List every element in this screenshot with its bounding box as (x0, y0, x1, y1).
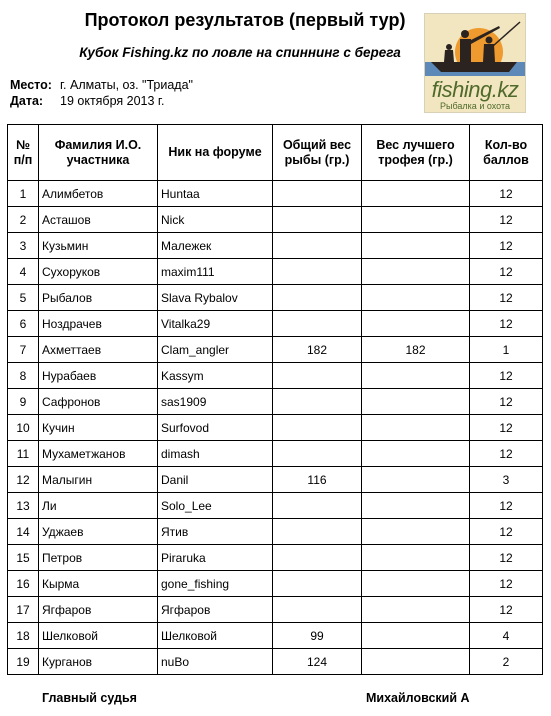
cell-name: Ахметтаев (39, 337, 158, 363)
judge-name: Михайловский А (366, 691, 470, 705)
cell-num: 12 (8, 467, 39, 493)
cell-num: 1 (8, 181, 39, 207)
cell-nick: gone_fishing (158, 571, 273, 597)
cell-total-weight (273, 181, 362, 207)
cell-nick: Малежек (158, 233, 273, 259)
table-row (8, 181, 543, 207)
cell-num: 10 (8, 415, 39, 441)
place-label: Место: (10, 78, 52, 92)
table-row (8, 311, 543, 337)
cell-num: 17 (8, 597, 39, 623)
date-line (10, 94, 164, 108)
cell-trophy-weight (362, 519, 470, 545)
cell-nick: Danil (158, 467, 273, 493)
table-row (8, 571, 543, 597)
cell-nick: Huntaa (158, 181, 273, 207)
cell-total-weight (273, 285, 362, 311)
cell-nick: Nick (158, 207, 273, 233)
cell-num: 11 (8, 441, 39, 467)
table-row (8, 259, 543, 285)
cell-num: 13 (8, 493, 39, 519)
cell-points: 2 (470, 649, 543, 675)
cell-num: 4 (8, 259, 39, 285)
cell-trophy-weight (362, 181, 470, 207)
table-row (8, 597, 543, 623)
cell-num: 18 (8, 623, 39, 649)
cell-num: 6 (8, 311, 39, 337)
cell-points: 12 (470, 207, 543, 233)
cell-trophy-weight: 182 (362, 337, 470, 363)
cell-nick: Kassym (158, 363, 273, 389)
cell-points: 12 (470, 441, 543, 467)
cell-nick: Slava Rybalov (158, 285, 273, 311)
table-row (8, 441, 543, 467)
cell-nick: dimash (158, 441, 273, 467)
fishing-kz-logo (424, 13, 526, 113)
cell-points: 12 (470, 285, 543, 311)
cell-name: Шелковой (39, 623, 158, 649)
cell-trophy-weight (362, 545, 470, 571)
cell-trophy-weight (362, 623, 470, 649)
logo-brand: fishing.kz (431, 77, 519, 102)
cell-points: 12 (470, 597, 543, 623)
table-row (8, 285, 543, 311)
cell-points: 12 (470, 519, 543, 545)
cell-nick: Шелковой (158, 623, 273, 649)
cell-points: 12 (470, 259, 543, 285)
cell-nick: nuBo (158, 649, 273, 675)
cell-points: 12 (470, 493, 543, 519)
cell-total-weight (273, 363, 362, 389)
cell-total-weight (273, 519, 362, 545)
cell-total-weight (273, 233, 362, 259)
header-nick: Ник на форуме (158, 125, 273, 181)
cell-nick: Ягфаров (158, 597, 273, 623)
cell-name: Сафронов (39, 389, 158, 415)
table-row (8, 623, 543, 649)
cell-nick: Piraruka (158, 545, 273, 571)
table-header-row (8, 125, 543, 181)
cell-num: 16 (8, 571, 39, 597)
cell-total-weight (273, 415, 362, 441)
cell-name: Ягфаров (39, 597, 158, 623)
judge-label: Главный судья (42, 691, 137, 705)
cell-name: Кузьмин (39, 233, 158, 259)
table-row (8, 415, 543, 441)
cell-total-weight (273, 493, 362, 519)
cell-name: Кырма (39, 571, 158, 597)
cell-total-weight (273, 259, 362, 285)
cell-points: 12 (470, 181, 543, 207)
header-num: № п/п (8, 125, 39, 181)
cell-nick: Solo_Lee (158, 493, 273, 519)
cell-trophy-weight (362, 493, 470, 519)
cell-num: 5 (8, 285, 39, 311)
cell-num: 2 (8, 207, 39, 233)
cell-name: Нурабаев (39, 363, 158, 389)
cell-num: 19 (8, 649, 39, 675)
cell-nick: sas1909 (158, 389, 273, 415)
cell-trophy-weight (362, 259, 470, 285)
cell-points: 12 (470, 233, 543, 259)
cell-trophy-weight (362, 233, 470, 259)
table-row (8, 519, 543, 545)
table-row (8, 337, 543, 363)
table-row (8, 207, 543, 233)
cell-nick: Clam_angler (158, 337, 273, 363)
cell-total-weight (273, 571, 362, 597)
cell-num: 14 (8, 519, 39, 545)
cell-name: Уджаев (39, 519, 158, 545)
cell-total-weight: 99 (273, 623, 362, 649)
cell-points: 1 (470, 337, 543, 363)
place-line (10, 78, 193, 92)
document-title: Протокол результатов (первый тур) (84, 10, 406, 30)
cell-total-weight (273, 545, 362, 571)
cell-trophy-weight (362, 571, 470, 597)
cell-trophy-weight (362, 285, 470, 311)
cell-num: 7 (8, 337, 39, 363)
date-label: Дата: (10, 94, 44, 108)
table-row (8, 493, 543, 519)
cell-total-weight (273, 207, 362, 233)
cell-num: 9 (8, 389, 39, 415)
cell-name: Рыбалов (39, 285, 158, 311)
table-row (8, 649, 543, 675)
cell-total-weight: 124 (273, 649, 362, 675)
cell-trophy-weight (362, 467, 470, 493)
cell-points: 12 (470, 311, 543, 337)
results-body (8, 181, 543, 675)
cell-nick: Surfovod (158, 415, 273, 441)
cell-name: Асташов (39, 207, 158, 233)
header-trophy-weight: Вес лучшего трофея (гр.) (362, 125, 470, 181)
cell-name: Кучин (39, 415, 158, 441)
logo-tagline: Рыбалка и охота (440, 101, 510, 111)
cell-name: Петров (39, 545, 158, 571)
cell-points: 12 (470, 415, 543, 441)
table-row (8, 389, 543, 415)
cell-name: Курганов (39, 649, 158, 675)
header-total-weight: Общий вес рыбы (гр.) (273, 125, 362, 181)
cell-points: 12 (470, 363, 543, 389)
cell-total-weight (273, 311, 362, 337)
cell-trophy-weight (362, 311, 470, 337)
cell-total-weight (273, 389, 362, 415)
cell-name: Сухоруков (39, 259, 158, 285)
document-subtitle: Кубок Fishing.kz по ловле на спиннинг с берега (79, 45, 401, 60)
cell-num: 15 (8, 545, 39, 571)
cell-trophy-weight (362, 207, 470, 233)
cell-points: 12 (470, 389, 543, 415)
table-row (8, 467, 543, 493)
cell-num: 3 (8, 233, 39, 259)
cell-trophy-weight (362, 597, 470, 623)
cell-total-weight: 116 (273, 467, 362, 493)
cell-nick: Vitalka29 (158, 311, 273, 337)
table-row (8, 545, 543, 571)
cell-nick: maxim111 (158, 259, 273, 285)
date-value: 19 октября 2013 г. (60, 94, 165, 108)
cell-name: Мухаметжанов (39, 441, 158, 467)
header-name: Фамилия И.О. участника (39, 125, 158, 181)
cell-name: Ли (39, 493, 158, 519)
cell-total-weight: 182 (273, 337, 362, 363)
cell-points: 3 (470, 467, 543, 493)
table-row (8, 233, 543, 259)
cell-points: 12 (470, 545, 543, 571)
cell-trophy-weight (362, 389, 470, 415)
cell-points: 12 (470, 571, 543, 597)
results-table (7, 124, 543, 675)
cell-total-weight (273, 441, 362, 467)
header-points: Кол-во баллов (470, 125, 543, 181)
cell-points: 4 (470, 623, 543, 649)
cell-trophy-weight (362, 441, 470, 467)
cell-name: Ноздрачев (39, 311, 158, 337)
cell-name: Алимбетов (39, 181, 158, 207)
cell-trophy-weight (362, 415, 470, 441)
place-value: г. Алматы, оз. "Триада" (60, 78, 193, 92)
table-row (8, 363, 543, 389)
cell-trophy-weight (362, 649, 470, 675)
cell-num: 8 (8, 363, 39, 389)
cell-nick: Ятив (158, 519, 273, 545)
cell-name: Малыгин (39, 467, 158, 493)
cell-total-weight (273, 597, 362, 623)
cell-trophy-weight (362, 363, 470, 389)
